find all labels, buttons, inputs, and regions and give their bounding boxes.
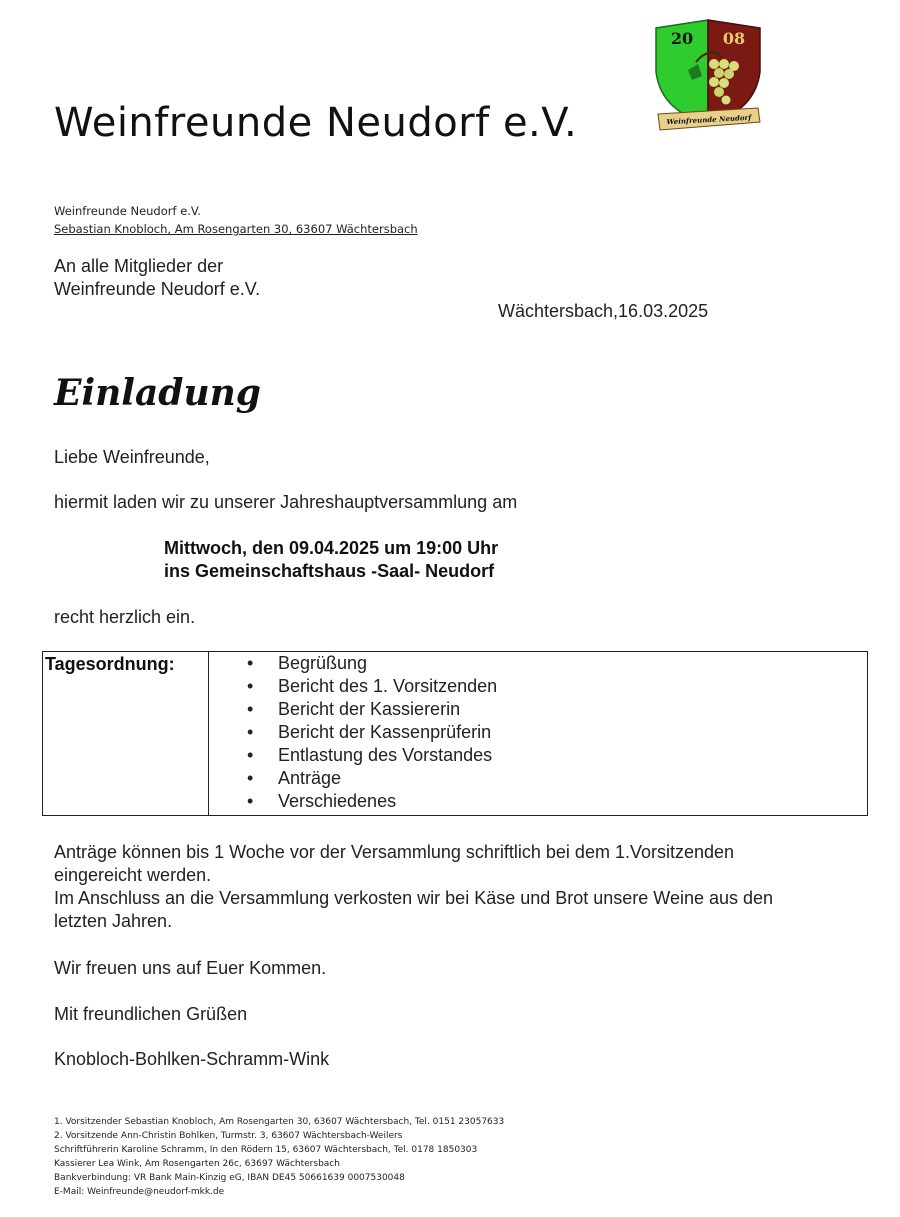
recipient-line-1: An alle Mitglieder der xyxy=(54,256,224,276)
agenda-item-label: Begrüßung xyxy=(278,653,368,673)
regards-text: Mit freundlichen Grüßen xyxy=(54,1004,248,1024)
agenda-item xyxy=(247,790,497,813)
bullet-icon: • xyxy=(247,653,254,673)
logo-year-right: 08 xyxy=(722,29,746,48)
bullet-icon: • xyxy=(247,699,254,719)
agenda-item-label: Entlastung des Vorstandes xyxy=(278,745,493,765)
logo-year-left: 20 xyxy=(670,29,694,48)
agenda-divider xyxy=(208,652,209,815)
tasting-text-line-2: letzten Jahren. xyxy=(54,911,173,931)
cordial-text: recht herzlich ein. xyxy=(54,607,196,627)
agenda-list xyxy=(247,652,497,813)
agenda-item-label: Bericht der Kassenprüferin xyxy=(278,722,492,742)
club-logo xyxy=(652,18,764,136)
footer xyxy=(54,1115,504,1199)
sender-address-line: Sebastian Knobloch, Am Rosengarten 30, 63607 Wächtersbach xyxy=(54,222,418,236)
footer-line: 2. Vorsitzende Ann-Christin Bohlken, Turmstr. 3, 63607 Wächtersbach-Weilers xyxy=(54,1131,403,1141)
agenda-item xyxy=(247,652,497,675)
agenda-item-label: Verschiedenes xyxy=(278,791,397,811)
intro-text: hiermit laden wir zu unserer Jahreshauptversammlung am xyxy=(54,492,518,512)
meeting-date: Mittwoch, den 09.04.2025 um 19:00 Uhr xyxy=(164,538,499,558)
recipient-line-2: Weinfreunde Neudorf e.V. xyxy=(54,279,261,299)
footer-email-line: E-Mail: Weinfreunde@neudorf-mkk.de xyxy=(54,1187,225,1197)
place-date: Wächtersbach,16.03.2025 xyxy=(498,301,709,321)
agenda-item xyxy=(247,721,497,744)
agenda-item-label: Bericht der Kassiererin xyxy=(278,699,461,719)
agenda-table xyxy=(42,651,868,816)
meeting-place: ins Gemeinschaftshaus -Saal- Neudorf xyxy=(164,561,495,581)
agenda-item-label: Bericht des 1. Vorsitzenden xyxy=(278,676,498,696)
bullet-icon: • xyxy=(247,745,254,765)
agenda-item-label: Anträge xyxy=(278,768,342,788)
footer-line: Schriftführerin Karoline Schramm, In den Rödern 15, 63607 Wächtersbach, Tel. 0178 1850303 xyxy=(54,1145,478,1155)
footer-line: 1. Vorsitzender Sebastian Knobloch, Am Rosengarten 30, 63607 Wächtersbach, Tel. 0151 23057633 xyxy=(54,1117,505,1127)
motions-text-line-2: eingereicht werden. xyxy=(54,865,212,885)
sender-name: Weinfreunde Neudorf e.V. xyxy=(54,204,201,218)
tasting-text-line-1: Im Anschluss an die Versammlung verkosten wir bei Käse und Brot unsere Weine aus den xyxy=(54,888,774,908)
agenda-label: Tagesordnung: xyxy=(45,654,175,674)
agenda-item xyxy=(247,675,497,698)
signatures: Knobloch-Bohlken-Schramm-Wink xyxy=(54,1049,330,1069)
greeting: Liebe Weinfreunde, xyxy=(54,447,210,467)
logo-banner: Weinfreunde Neudorf xyxy=(666,112,752,127)
footer-line: Bankverbindung: VR Bank Main-Kinzig eG, IBAN DE45 50661639 0007530048 xyxy=(54,1173,405,1183)
looking-forward-text: Wir freuen uns auf Euer Kommen. xyxy=(54,958,327,978)
bullet-icon: • xyxy=(247,676,254,696)
agenda-item xyxy=(247,698,497,721)
club-title: Weinfreunde Neudorf e.V. xyxy=(54,100,578,146)
footer-line: Kassierer Lea Wink, Am Rosengarten 26c, 63697 Wächtersbach xyxy=(54,1159,340,1169)
invitation-heading: Einladung xyxy=(54,372,261,414)
bullet-icon: • xyxy=(247,768,254,788)
agenda-item xyxy=(247,744,497,767)
motions-text-line-1: Anträge können bis 1 Woche vor der Versammlung schriftlich bei dem 1.Vorsitzenden xyxy=(54,842,735,862)
bullet-icon: • xyxy=(247,722,254,742)
bullet-icon: • xyxy=(247,791,254,811)
agenda-item xyxy=(247,767,497,790)
